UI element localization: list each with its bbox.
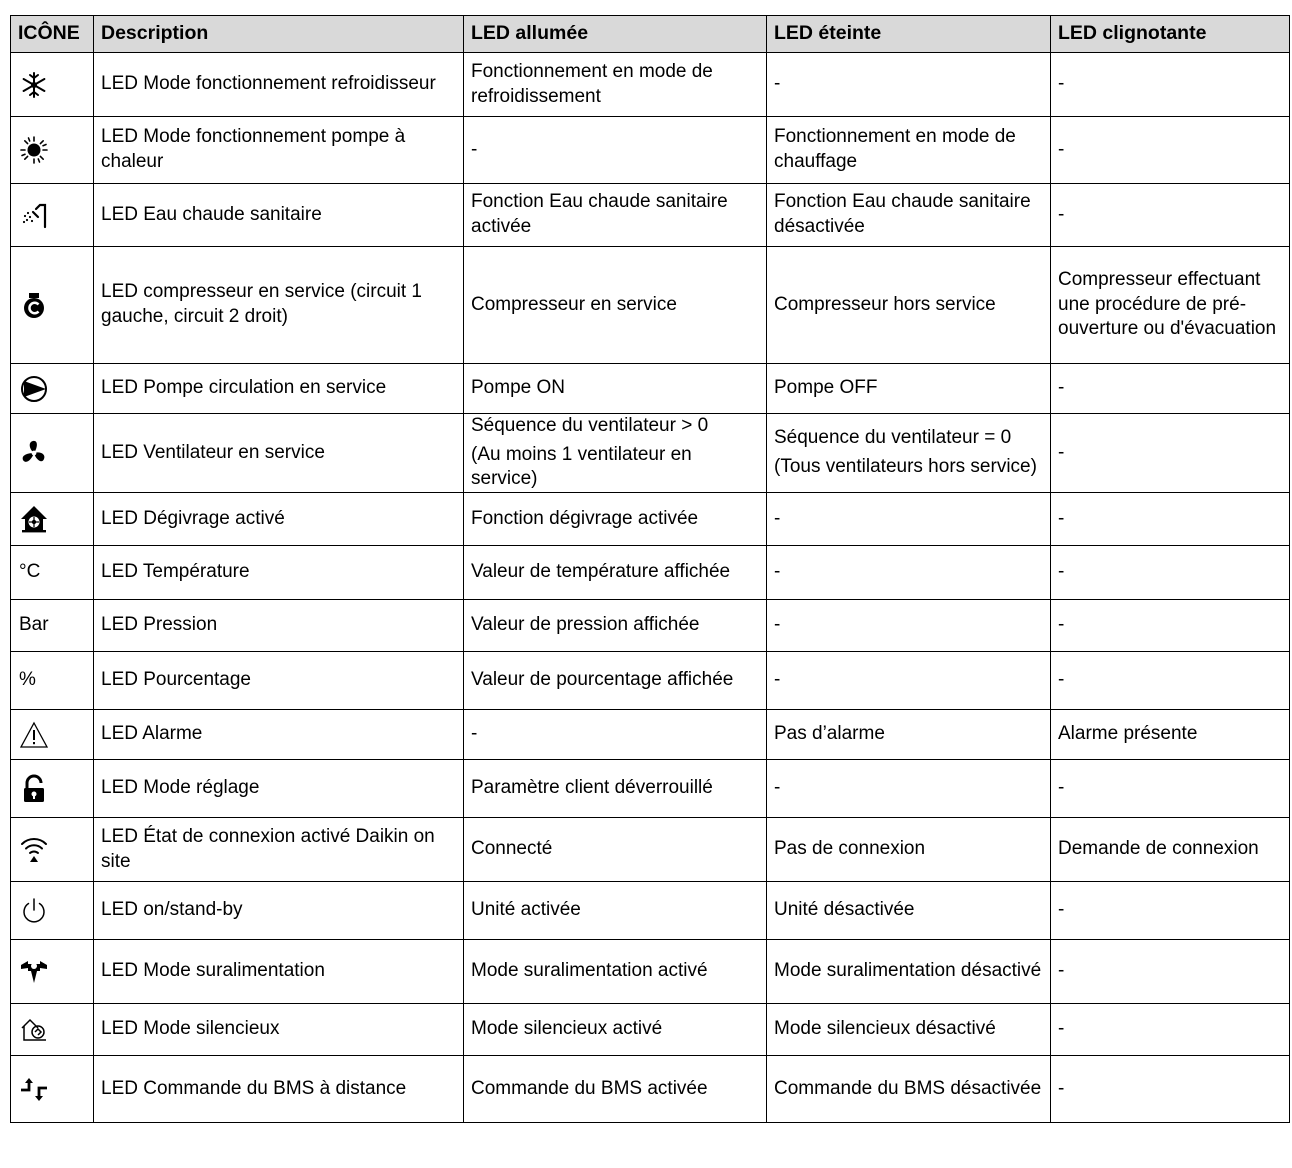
led-off-text: Pas d’alarme [774, 723, 885, 745]
led-blink-text: - [1058, 73, 1065, 95]
description-cell [94, 364, 464, 414]
description-cell [94, 1004, 464, 1056]
description-text: LED Pourcentage [101, 669, 251, 691]
led-blink-cell [1051, 882, 1290, 940]
led-blink-cell [1051, 940, 1290, 1004]
icon-text: % [19, 669, 36, 691]
led-off-subtext: (Tous ventilateurs hors service) [774, 456, 1037, 478]
icon-cell [11, 600, 94, 652]
description-cell [94, 760, 464, 818]
led-blink-text: - [1058, 203, 1065, 225]
led-on-cell [464, 53, 767, 117]
defrost-icon [19, 504, 49, 534]
led-off-text: - [774, 669, 781, 691]
description-text: LED Mode fonctionnement pompe à chaleur [101, 126, 406, 172]
led-on-cell [464, 414, 767, 493]
led-on-cell [464, 1056, 767, 1123]
header-row [11, 16, 1290, 53]
pump-icon [19, 374, 49, 404]
led-on-cell [464, 546, 767, 600]
led-blink-text: Demande de connexion [1058, 838, 1259, 860]
led-off-text: - [774, 777, 781, 799]
led-off-text: Pompe OFF [774, 377, 878, 399]
icon-cell [11, 652, 94, 710]
table-row [11, 117, 1290, 184]
led-off-cell [767, 940, 1051, 1004]
led-on-text: Fonctionnement en mode de refroidissement [471, 60, 713, 107]
led-on-cell [464, 818, 767, 882]
led-blink-text: - [1058, 777, 1065, 799]
led-blink-text: - [1058, 507, 1065, 529]
led-blink-text: - [1058, 669, 1065, 691]
led-blink-cell [1051, 1056, 1290, 1123]
led-on-cell [464, 117, 767, 184]
led-on-text: Mode suralimentation activé [471, 960, 708, 982]
led-off-cell [767, 364, 1051, 414]
icon-cell [11, 117, 94, 184]
led-off-text: Mode silencieux désactivé [774, 1018, 996, 1040]
icon-cell [11, 364, 94, 414]
led-on-text: Connecté [471, 838, 553, 860]
icon-cell [11, 493, 94, 546]
led-off-cell [767, 882, 1051, 940]
table-row [11, 940, 1290, 1004]
description-text: LED Mode fonctionnement refroidisseur [101, 73, 436, 95]
icon-cell [11, 882, 94, 940]
description-cell [94, 652, 464, 710]
led-off-text: Séquence du ventilateur = 0 [774, 427, 1012, 449]
led-on-text: Séquence du ventilateur > 0 [471, 415, 709, 436]
led-on-cell [464, 652, 767, 710]
led-on-cell [464, 940, 767, 1004]
led-off-cell [767, 247, 1051, 364]
icon-cell [11, 184, 94, 247]
bms-icon [19, 1074, 49, 1104]
led-blink-text: - [1058, 441, 1065, 463]
description-text: LED Mode réglage [101, 777, 260, 799]
table-row [11, 1056, 1290, 1123]
icon-cell [11, 53, 94, 117]
description-cell [94, 546, 464, 600]
led-blink-cell [1051, 414, 1290, 493]
led-blink-cell [1051, 760, 1290, 818]
icon-cell [11, 1004, 94, 1056]
led-on-cell [464, 184, 767, 247]
table-row [11, 414, 1290, 493]
led-off-text: Pas de connexion [774, 838, 926, 860]
description-text: LED Température [101, 561, 250, 583]
description-cell [94, 184, 464, 247]
led-on-text: Pompe ON [471, 377, 565, 399]
description-text: LED compresseur en service (circuit 1 gauche, circuit 2 droit) [101, 281, 422, 327]
icon-cell [11, 940, 94, 1004]
led-blink-cell [1051, 546, 1290, 600]
header-description: Description [94, 16, 464, 53]
silent-icon [19, 1015, 49, 1045]
led-on-text: Fonction Eau chaude sanitaire activée [471, 191, 728, 237]
led-off-cell [767, 818, 1051, 882]
led-off-cell [767, 652, 1051, 710]
description-cell [94, 117, 464, 184]
led-on-cell [464, 760, 767, 818]
led-table [10, 15, 1290, 1123]
led-off-text: - [774, 561, 781, 583]
power-icon [19, 896, 49, 926]
description-text: LED Commande du BMS à distance [101, 1077, 407, 1099]
icon-cell [11, 247, 94, 364]
description-text: LED Mode suralimentation [101, 960, 325, 982]
led-off-text: Fonction Eau chaude sanitaire désactivée [774, 191, 1031, 237]
table-row [11, 364, 1290, 414]
led-on-text: - [471, 138, 478, 160]
led-off-text: - [774, 507, 781, 529]
description-cell [94, 940, 464, 1004]
led-off-cell [767, 184, 1051, 247]
description-text: LED Eau chaude sanitaire [101, 203, 322, 225]
description-text: LED Pression [101, 614, 218, 636]
shower-icon [19, 200, 49, 230]
led-on-text: Valeur de température affichée [471, 561, 731, 583]
header-led-off: LED éteinte [767, 16, 1051, 53]
description-text: LED Alarme [101, 723, 203, 745]
led-on-subtext: (Au moins 1 ventilateur en service) [471, 443, 692, 490]
table-row [11, 760, 1290, 818]
led-blink-cell [1051, 364, 1290, 414]
led-blink-text: - [1058, 960, 1065, 982]
led-blink-text: Compresseur effectuant une procédure de pré-ouverture ou d'évacuation [1058, 268, 1277, 340]
led-off-text: Unité désactivée [774, 899, 915, 921]
table-row [11, 247, 1290, 364]
led-on-text: Fonction dégivrage activée [471, 507, 699, 529]
warning-icon [19, 720, 49, 750]
description-cell [94, 1056, 464, 1123]
led-blink-cell [1051, 710, 1290, 760]
led-off-text: Compresseur hors service [774, 293, 996, 315]
led-on-cell [464, 364, 767, 414]
led-off-cell [767, 600, 1051, 652]
icon-cell [11, 414, 94, 493]
fan-icon [19, 438, 49, 468]
led-blink-text: - [1058, 561, 1065, 583]
led-off-cell [767, 1004, 1051, 1056]
led-on-text: - [471, 723, 478, 745]
description-text: LED Dégivrage activé [101, 507, 285, 529]
led-blink-cell [1051, 493, 1290, 546]
led-blink-text: - [1058, 1077, 1065, 1099]
led-on-cell [464, 1004, 767, 1056]
compressor-icon [19, 290, 49, 320]
icon-text: Bar [19, 614, 49, 636]
table-row [11, 710, 1290, 760]
led-blink-text: Alarme présente [1058, 723, 1198, 745]
led-blink-text: - [1058, 614, 1065, 636]
icon-cell [11, 760, 94, 818]
description-cell [94, 53, 464, 117]
led-off-text: - [774, 614, 781, 636]
led-blink-cell [1051, 600, 1290, 652]
led-off-cell [767, 710, 1051, 760]
led-blink-cell [1051, 53, 1290, 117]
led-on-text: Paramètre client déverrouillé [471, 777, 713, 799]
led-off-text: - [774, 73, 781, 95]
led-off-cell [767, 1056, 1051, 1123]
led-off-text: Commande du BMS désactivée [774, 1077, 1042, 1099]
snowflake-icon [19, 70, 49, 100]
led-on-text: Mode silencieux activé [471, 1018, 663, 1040]
header-icon: ICÔNE [11, 16, 94, 53]
description-cell [94, 600, 464, 652]
led-blink-cell [1051, 818, 1290, 882]
table-row [11, 818, 1290, 882]
icon-cell [11, 710, 94, 760]
led-on-cell [464, 600, 767, 652]
header-led-blink: LED clignotante [1051, 16, 1290, 53]
led-on-text: Unité activée [471, 899, 581, 921]
led-blink-text: - [1058, 899, 1065, 921]
table-row [11, 184, 1290, 247]
icon-text: °C [19, 561, 41, 583]
table-row [11, 53, 1290, 117]
led-blink-cell [1051, 184, 1290, 247]
description-text: LED Mode silencieux [101, 1018, 280, 1040]
led-on-text: Commande du BMS activée [471, 1077, 708, 1099]
led-on-cell [464, 493, 767, 546]
description-cell [94, 818, 464, 882]
led-off-text: Mode suralimentation désactivé [774, 960, 1042, 982]
description-text: LED État de connexion activé Daikin on site [101, 825, 435, 872]
description-text: LED Ventilateur en service [101, 441, 325, 463]
led-off-cell [767, 53, 1051, 117]
sun-icon [19, 135, 49, 165]
description-text: LED Pompe circulation en service [101, 377, 387, 399]
led-blink-text: - [1058, 1018, 1065, 1040]
table-row [11, 882, 1290, 940]
led-on-text: Valeur de pourcentage affichée [471, 669, 734, 691]
icon-cell [11, 818, 94, 882]
led-off-cell [767, 493, 1051, 546]
icon-cell [11, 1056, 94, 1123]
table-row [11, 493, 1290, 546]
led-blink-cell [1051, 1004, 1290, 1056]
description-cell [94, 882, 464, 940]
led-off-cell [767, 546, 1051, 600]
description-cell [94, 493, 464, 546]
led-on-text: Compresseur en service [471, 293, 677, 315]
led-blink-text: - [1058, 377, 1065, 399]
table-row [11, 652, 1290, 710]
description-cell [94, 414, 464, 493]
led-on-cell [464, 882, 767, 940]
table-row [11, 600, 1290, 652]
description-text: LED on/stand-by [101, 899, 243, 921]
description-cell [94, 710, 464, 760]
table-row [11, 546, 1290, 600]
led-on-cell [464, 247, 767, 364]
led-off-cell [767, 760, 1051, 818]
led-off-text: Fonctionnement en mode de chauffage [774, 126, 1016, 172]
led-blink-cell [1051, 652, 1290, 710]
wifi-icon [19, 835, 49, 865]
header-led-on: LED allumée [464, 16, 767, 53]
led-blink-cell [1051, 117, 1290, 184]
description-cell [94, 247, 464, 364]
led-blink-text: - [1058, 138, 1065, 160]
led-off-cell [767, 414, 1051, 493]
led-on-cell [464, 710, 767, 760]
boost-icon [19, 957, 49, 987]
led-on-text: Valeur de pression affichée [471, 614, 700, 636]
table-row [11, 1004, 1290, 1056]
unlock-icon [19, 774, 49, 804]
icon-cell [11, 546, 94, 600]
led-off-cell [767, 117, 1051, 184]
led-blink-cell [1051, 247, 1290, 364]
